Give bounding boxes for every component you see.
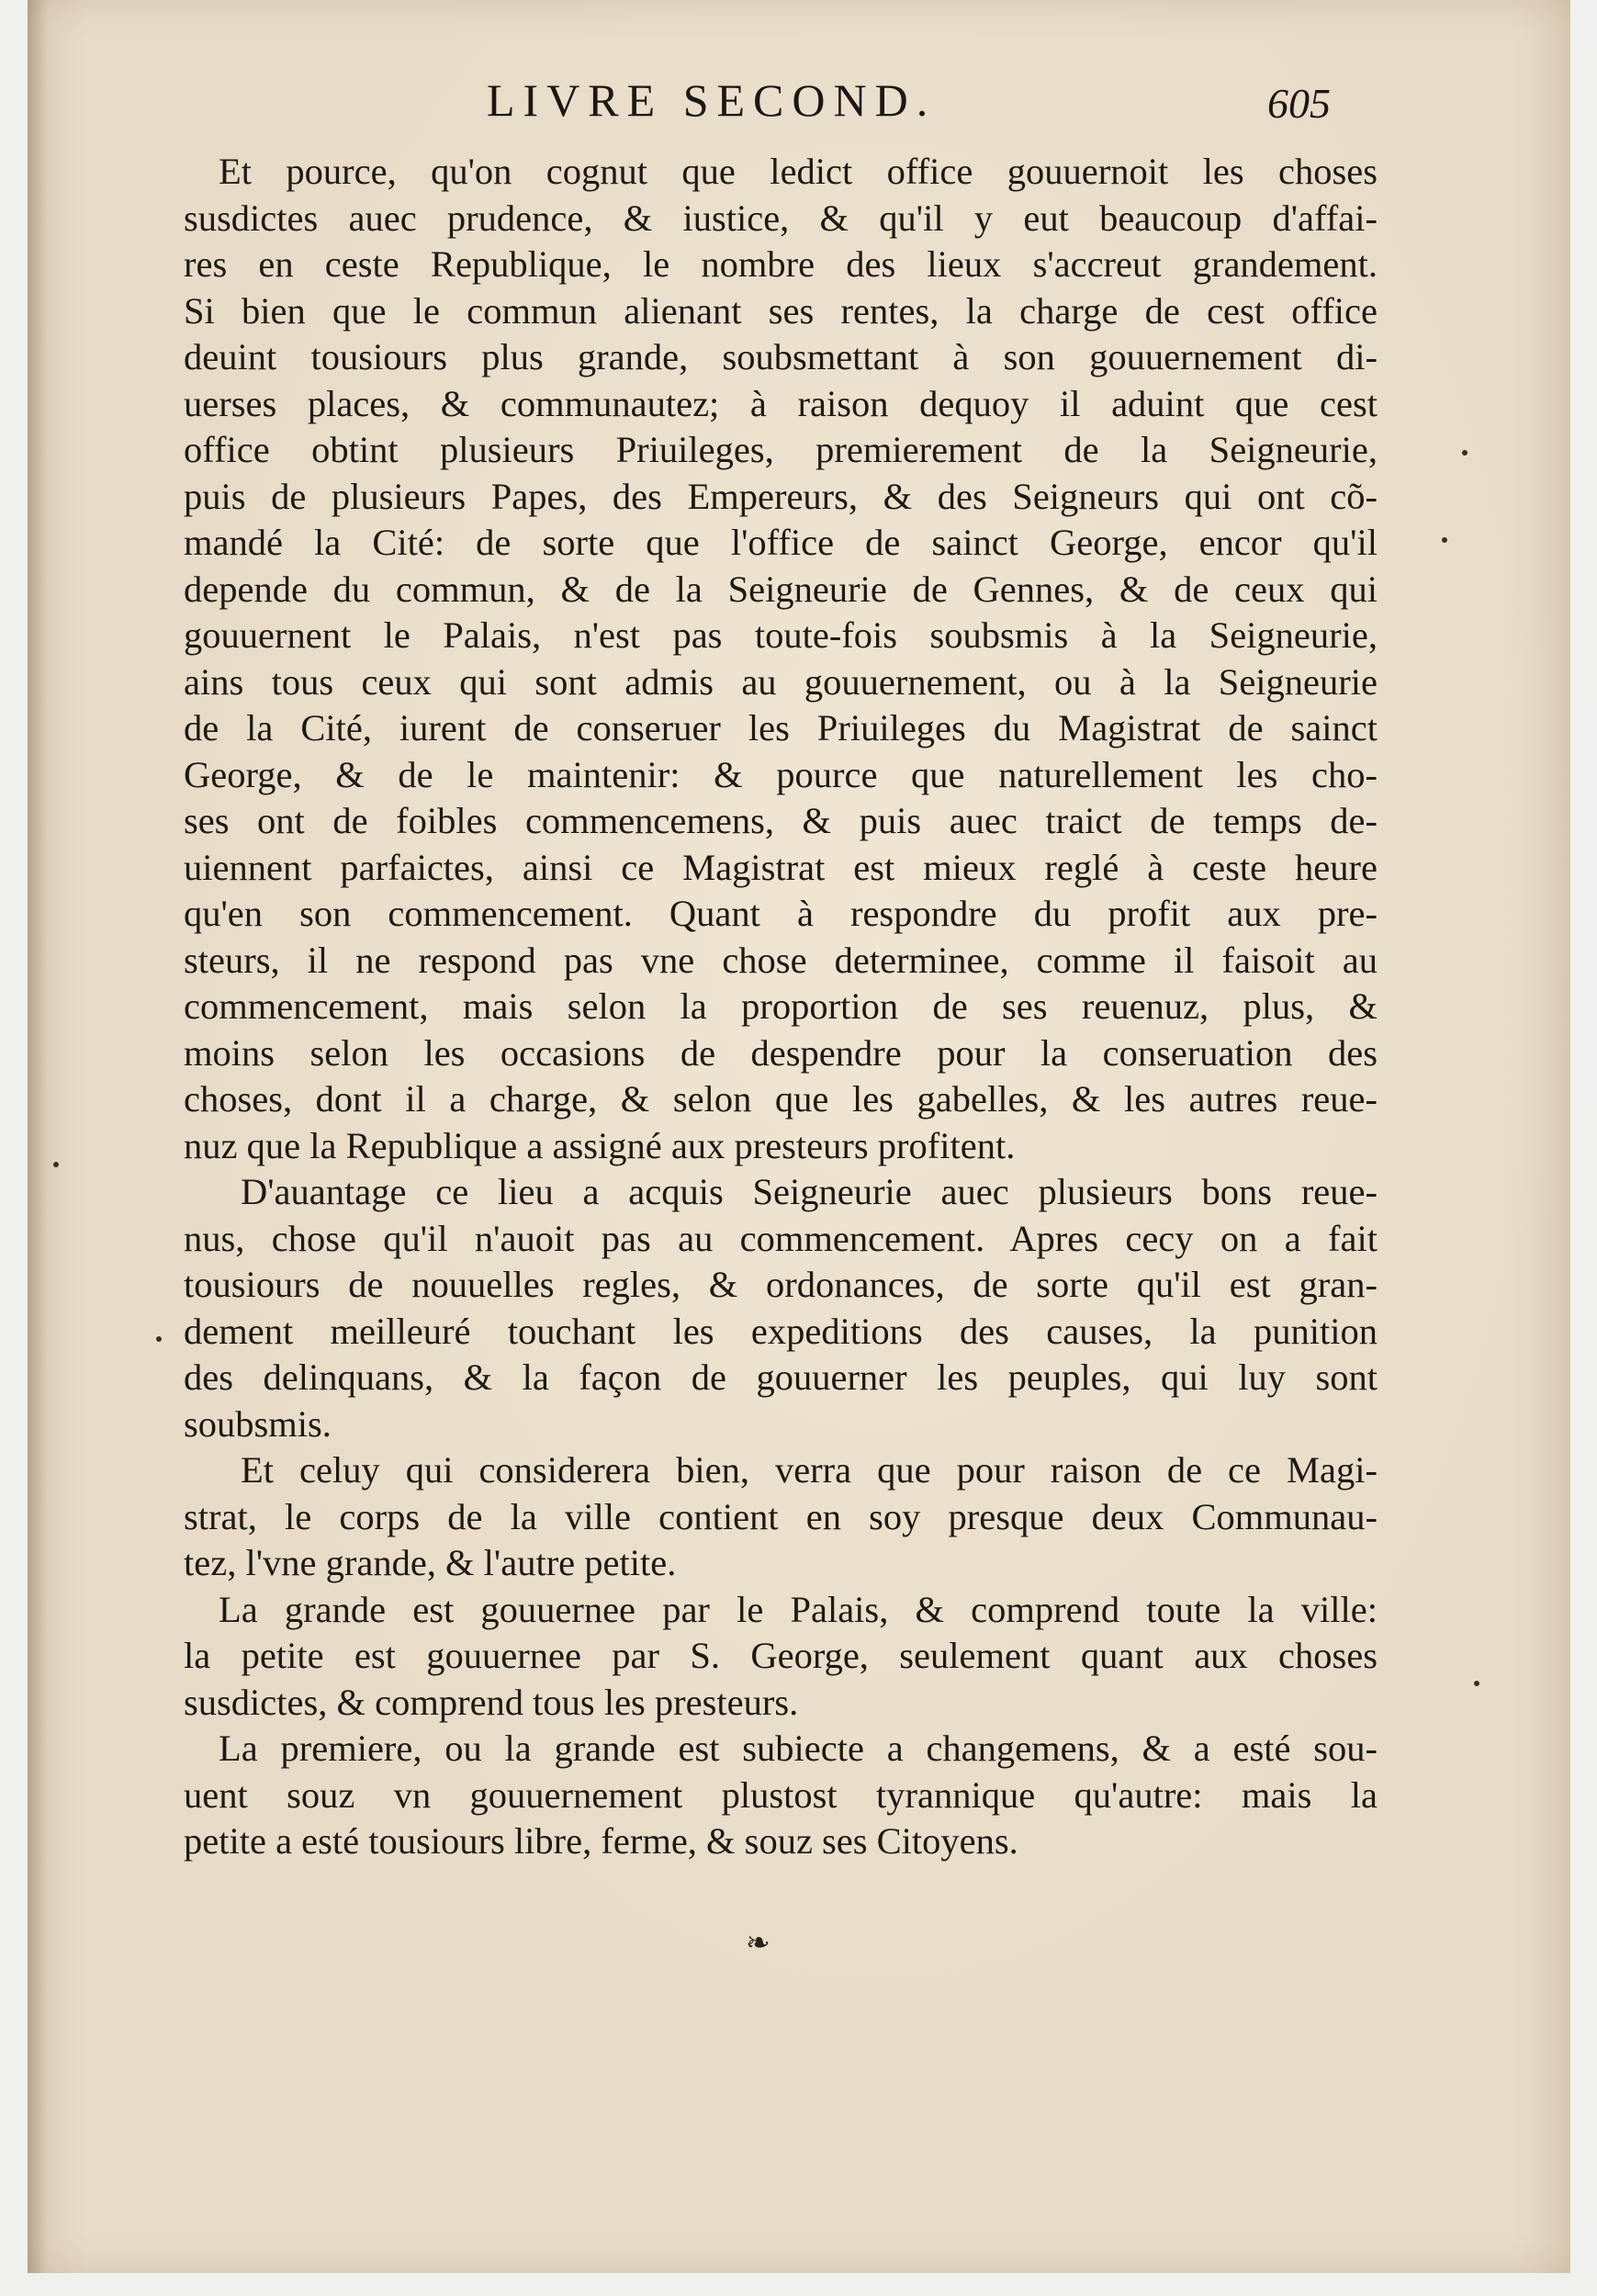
- text-line: petite a esté tousiours libre, ferme, & souz ses Citoyens.: [184, 1820, 1018, 1862]
- ink-speck: [156, 1336, 162, 1342]
- text-line: tez, l'vne grande, & l'autre petite.: [184, 1542, 677, 1583]
- text-line: tousiours de nouuelles regles, & ordonances, de sorte qu'il est gran-: [184, 1264, 1378, 1305]
- text-line: depende du commun, & de la Seigneurie de Gennes, & de ceux qui: [184, 568, 1378, 610]
- paragraph-1: [184, 149, 1378, 1169]
- text-line: ains tous ceux qui sont admis au gouuernement, ou à la Seigneurie: [184, 660, 1378, 703]
- text-line: susdictes, & comprend tous les presteurs.: [184, 1681, 799, 1723]
- page-number: 605: [1267, 80, 1331, 127]
- text-line: des delinquans, & la façon de gouuerner les peuples, qui luy sont: [184, 1356, 1378, 1398]
- text-line: deuint tousiours plus grande, soubsmettant à son gouuernement di-: [184, 336, 1378, 377]
- text-line: George, & de le maintenir: & pource que naturellement les cho-: [184, 753, 1378, 795]
- paragraph-3: [184, 1447, 1378, 1587]
- text-line: D'auantage ce lieu a acquis Seigneurie auec plusieurs bons reue-: [241, 1171, 1378, 1212]
- ink-speck: [1474, 1681, 1479, 1686]
- text-line: steurs, il ne respond pas vne chose determinee, comme il faisoit au: [184, 939, 1378, 981]
- book-page: [28, 0, 1570, 2273]
- paragraph-2: [184, 1169, 1378, 1447]
- text-line: gouuernent le Palais, n'est pas toute-fois soubsmis à la Seigneurie,: [184, 614, 1378, 656]
- body-text: [184, 149, 1378, 1865]
- text-line: strat, le corps de la ville contient en soy presque deux Communau-: [184, 1495, 1378, 1537]
- text-line: commencement, mais selon la proportion de ses reuenuz, plus, &: [184, 985, 1378, 1027]
- text-line: nus, chose qu'il n'auoit pas au commencement. Apres cecy on a fait: [184, 1217, 1378, 1259]
- text-line: soubsmis.: [184, 1402, 332, 1445]
- paragraph-4: [184, 1587, 1378, 1727]
- gutter-shadow: [28, 0, 48, 2273]
- text-line: Si bien que le commun alienant ses rentes, la charge de cest office: [184, 289, 1378, 332]
- text-line: la petite est gouuernee par S. George, seulement quant aux choses: [184, 1635, 1378, 1676]
- text-line: nuz que la Republique a assigné aux presteurs profitent.: [184, 1124, 1016, 1166]
- text-line: ses ont de foibles commencemens, & puis auec traict de temps de-: [184, 800, 1378, 841]
- ink-speck: [1462, 450, 1468, 456]
- text-line: uent souz vn gouuernement plustost tyrannique qu'autre: mais la: [184, 1773, 1378, 1816]
- text-line: La premiere, ou la grande est subiecte a changemens, & a esté sou-: [219, 1728, 1378, 1769]
- text-line: dement meilleuré touchant les expeditions des causes, la punition: [184, 1310, 1378, 1352]
- text-line: office obtint plusieurs Priuileges, premierement de la Seigneurie,: [184, 429, 1378, 470]
- text-line: choses, dont il a charge, & selon que les gabelles, & les autres reue-: [184, 1078, 1378, 1120]
- text-line: qu'en son commencement. Quant à respondre du profit aux pre-: [184, 893, 1378, 934]
- text-line: uiennent parfaictes, ainsi ce Magistrat est mieux reglé à ceste heure: [184, 846, 1378, 888]
- text-line: moins selon les occasions de despendre pour la conseruation des: [184, 1031, 1378, 1074]
- text-line: Et pource, qu'on cognut que ledict office gouuernoit les choses: [219, 151, 1378, 192]
- text-line: res en ceste Republique, le nombre des lieux s'accreut grandement.: [184, 243, 1378, 285]
- page-header: [28, 73, 1570, 138]
- text-line: susdictes auec prudence, & iustice, & qu'il y eut beaucoup d'affai-: [184, 197, 1378, 239]
- ink-speck: [1442, 537, 1447, 543]
- text-line: mandé la Cité: de sorte que l'office de sainct George, encor qu'il: [184, 522, 1378, 563]
- paragraph-5: [184, 1726, 1378, 1865]
- running-title: LIVRE SECOND.: [487, 74, 937, 126]
- text-line: uerses places, & communautez; à raison dequoy il aduint que cest: [184, 382, 1378, 424]
- text-line: de la Cité, iurent de conseruer les Priuileges du Magistrat de sainct: [184, 707, 1378, 748]
- text-line: La grande est gouuernee par le Palais, & comprend toute la ville:: [219, 1588, 1378, 1630]
- text-line: Et celuy qui considerera bien, verra que pour raison de ce Magi-: [241, 1449, 1378, 1491]
- ink-speck: [53, 1162, 59, 1167]
- fleuron-icon: ❧: [746, 1925, 770, 1960]
- text-line: puis de plusieurs Papes, des Empereurs, & des Seigneurs qui ont cõ-: [184, 475, 1378, 517]
